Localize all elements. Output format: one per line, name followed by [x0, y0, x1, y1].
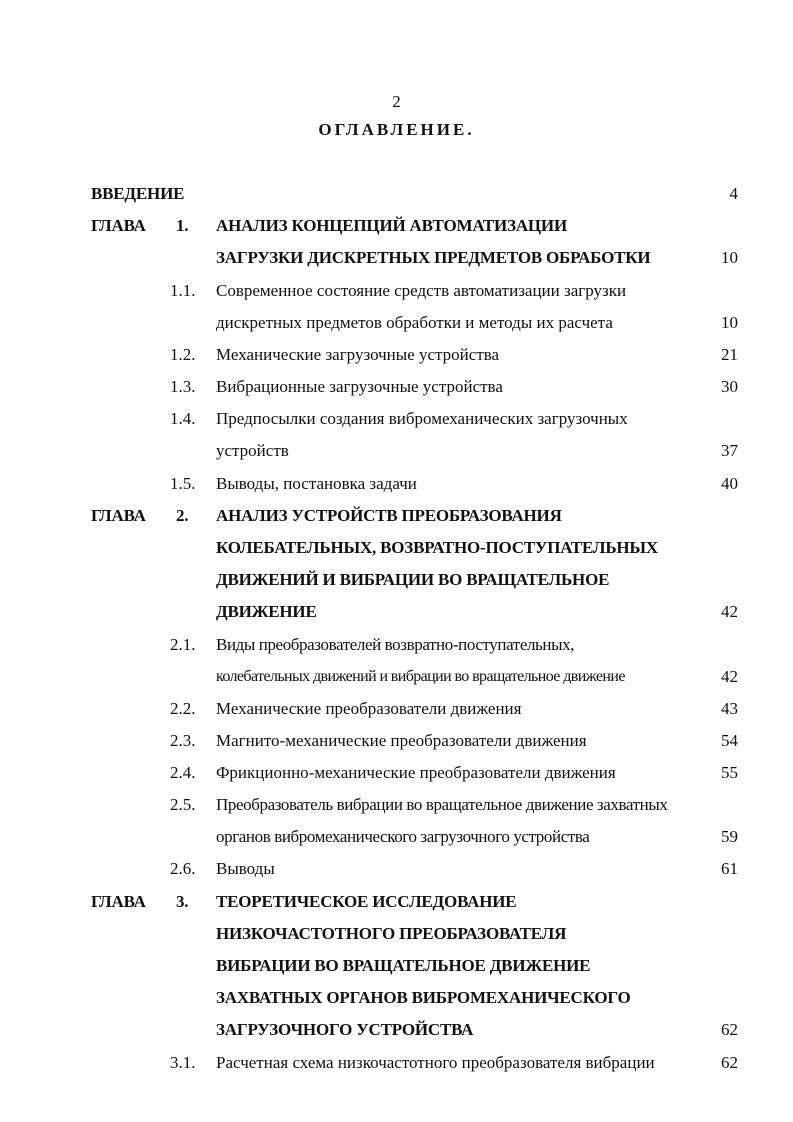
section-page: 37 [721, 441, 738, 460]
section-page: 21 [721, 345, 738, 364]
section-number: 2.6. [170, 859, 196, 878]
chapter-title-line: ДВИЖЕНИЙ И ВИБРАЦИИ ВО ВРАЩАТЕЛЬНОЕ [216, 570, 610, 589]
section-title-line: колебательных движений и вибрации во вращательное движение [216, 668, 625, 685]
chapter-number: 2. [176, 506, 189, 525]
toc-intro-label: ВВЕДЕНИЕ [91, 184, 185, 203]
toc-intro-page: 4 [729, 184, 738, 203]
chapter-word: ГЛАВА [91, 216, 146, 235]
section-number: 1.5. [170, 474, 196, 493]
page-title: ОГЛАВЛЕНИЕ. [318, 120, 475, 139]
section-title-line: Преобразователь вибрации во вращательное движение захватных [216, 795, 668, 814]
chapter-title-line: ДВИЖЕНИЕ [216, 602, 317, 621]
chapter-page: 10 [721, 248, 738, 267]
section-title-line: органов вибромеханического загрузочного устройства [216, 827, 590, 846]
section-number: 3.1. [170, 1053, 196, 1072]
section-page: 61 [721, 859, 738, 878]
section-page: 40 [721, 474, 738, 493]
section-page: 10 [721, 313, 738, 332]
chapter-word: ГЛАВА [91, 892, 146, 911]
section-title-line: Магнито-механические преобразователи движения [216, 731, 587, 750]
page-number: 2 [392, 92, 401, 111]
chapter-number: 1. [176, 216, 189, 235]
chapter-title-line: ЗАГРУЗОЧНОГО УСТРОЙСТВА [216, 1020, 474, 1039]
section-number: 1.1. [170, 281, 196, 300]
section-number: 2.5. [170, 795, 196, 814]
chapter-title-line: АНАЛИЗ УСТРОЙСТВ ПРЕОБРАЗОВАНИЯ [216, 506, 562, 525]
chapter-page: 62 [721, 1020, 738, 1039]
section-page: 30 [721, 377, 738, 396]
section-title-line: Выводы [216, 859, 275, 878]
chapter-page: 42 [721, 602, 738, 621]
section-title-line: Предпосылки создания вибромеханических загрузочных [216, 409, 628, 428]
section-number: 2.2. [170, 699, 196, 718]
chapter-word: ГЛАВА [91, 506, 146, 525]
chapter-title-line: КОЛЕБАТЕЛЬНЫХ, ВОЗВРАТНО-ПОСТУПАТЕЛЬНЫХ [216, 538, 658, 557]
section-title-line: Расчетная схема низкочастотного преобразователя вибрации [216, 1053, 655, 1072]
section-page: 59 [721, 827, 738, 846]
section-number: 2.3. [170, 731, 196, 750]
section-page: 54 [721, 731, 738, 750]
section-number: 2.4. [170, 763, 196, 782]
chapter-title-line: ЗАГРУЗКИ ДИСКРЕТНЫХ ПРЕДМЕТОВ ОБРАБОТКИ [216, 248, 651, 267]
section-title-line: Выводы, постановка задачи [216, 474, 417, 493]
chapter-title-line: НИЗКОЧАСТОТНОГО ПРЕОБРАЗОВАТЕЛЯ [216, 924, 567, 943]
section-title-line: Виды преобразователей возвратно-поступательных, [216, 635, 575, 654]
section-title-line: устройств [216, 441, 289, 460]
section-number: 1.2. [170, 345, 196, 364]
chapter-number: 3. [176, 892, 189, 911]
section-title-line: Вибрационные загрузочные устройства [216, 377, 503, 396]
chapter-title-line: ВИБРАЦИИ ВО ВРАЩАТЕЛЬНОЕ ДВИЖЕНИЕ [216, 956, 591, 975]
section-page: 42 [721, 667, 738, 686]
chapter-title-line: АНАЛИЗ КОНЦЕПЦИЙ АВТОМАТИЗАЦИИ [216, 216, 567, 235]
section-title-line: Современное состояние средств автоматизации загрузки [216, 281, 627, 300]
section-number: 1.4. [170, 409, 196, 428]
section-page: 55 [721, 763, 738, 782]
section-number: 1.3. [170, 377, 196, 396]
chapter-title-line: ЗАХВАТНЫХ ОРГАНОВ ВИБРОМЕХАНИЧЕСКОГО [216, 988, 631, 1007]
section-title-line: дискретных предметов обработки и методы их расчета [216, 313, 613, 332]
section-title-line: Механические загрузочные устройства [216, 345, 500, 364]
section-page: 43 [721, 699, 738, 718]
chapter-title-line: ТЕОРЕТИЧЕСКОЕ ИССЛЕДОВАНИЕ [216, 892, 517, 911]
section-number: 2.1. [170, 635, 196, 654]
section-page: 62 [721, 1053, 738, 1072]
section-title-line: Механические преобразователи движения [216, 699, 522, 718]
section-title-line: Фрикционно-механические преобразователи движения [216, 763, 616, 782]
